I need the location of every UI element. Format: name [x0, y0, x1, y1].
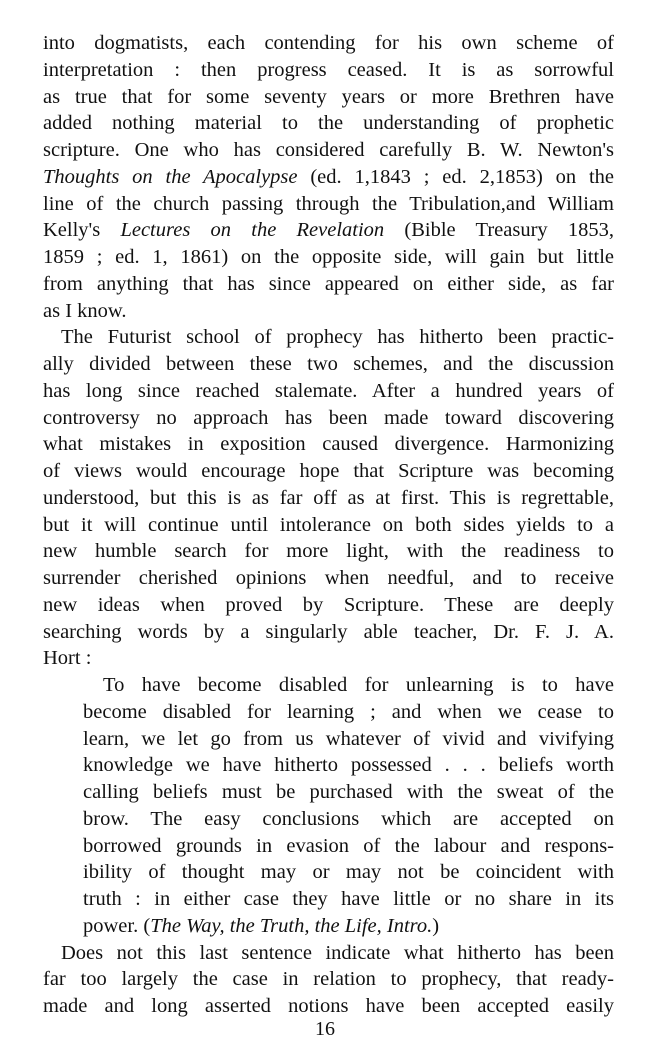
- text-line: borrowed grounds in evasion of the labour and respons-: [83, 834, 614, 857]
- text-line: To have become disabled for unlearning is to have: [103, 674, 614, 696]
- text-line: brow. The easy conclusions which are accepted on: [83, 807, 614, 830]
- text-line: but it will continue until intolerance on both sides yields to a: [43, 513, 614, 536]
- text-line: scripture. One who has considered carefully B. W. Newton's: [43, 139, 614, 161]
- text-line: ally divided between these two schemes, and the discussion: [43, 353, 614, 375]
- text-line: searching words by a singularly able teacher, Dr. F. J. A.: [43, 620, 614, 643]
- text-line: has long since reached stalemate. After a hundred years of: [43, 379, 614, 402]
- text-line: added nothing material to the understanding of prophetic: [43, 112, 614, 135]
- text-line: controversy no approach has been made toward discovering: [43, 406, 614, 429]
- text-line: truth : in either case they have little or no share in its: [83, 888, 614, 910]
- text-line: as true that for some seventy years or more Brethren have: [43, 85, 614, 108]
- text-line: line of the church passing through the Tribulation,and William: [43, 192, 614, 215]
- text-line: as I know.: [43, 299, 127, 322]
- text-line: interpretation : then progress ceased. It is as sorrowful: [43, 58, 614, 81]
- text-line: Thoughts on the Apocalypse (ed. 1,1843 ; ed. 2,1853) on the: [43, 165, 614, 188]
- text-line: far too largely the case in relation to prophecy, that ready-: [43, 968, 614, 991]
- text-line: surrender cherished opinions when needful, and to receive: [43, 567, 614, 589]
- paragraph: [43, 324, 614, 672]
- text-line: The Futurist school of prophecy has hitherto been practic-: [61, 326, 614, 349]
- text-line: calling beliefs must be purchased with the sweat of the: [83, 781, 614, 803]
- page-body: [43, 30, 614, 1020]
- text-line: 1859 ; ed. 1, 1861) on the opposite side, will gain but little: [43, 246, 614, 268]
- text-line: what mistakes in exposition caused divergence. Harmonizing: [43, 433, 614, 456]
- text-line: ibility of thought may or may not be coincident with: [83, 861, 614, 884]
- text-line: knowledge we have hitherto possessed . . . beliefs worth: [83, 754, 614, 777]
- text-line: new humble search for more light, with the readiness to: [43, 540, 614, 563]
- text-line: Hort :: [43, 647, 92, 670]
- text-line: from anything that has since appeared on either side, as far: [43, 272, 614, 295]
- text-line: into dogmatists, each contending for his own scheme of: [43, 32, 614, 54]
- paragraph: [43, 940, 614, 1020]
- page-number: 16: [315, 1018, 335, 1040]
- block-quote: [43, 672, 614, 940]
- text-line: of views would encourage hope that Scripture was becoming: [43, 460, 614, 482]
- text-line: made and long asserted notions have been accepted easily: [43, 995, 614, 1017]
- text-line: Kelly's Lectures on the Revelation (Bible Treasury 1853,: [43, 219, 615, 242]
- text-line: new ideas when proved by Scripture. These are deeply: [43, 593, 614, 616]
- text-line: understood, but this is as far off as at first. This is regrettable,: [43, 486, 614, 509]
- text-line: Does not this last sentence indicate what hitherto has been: [61, 941, 614, 964]
- text-line: learn, we let go from us whatever of vivid and vivifying: [83, 727, 614, 750]
- text-line: become disabled for learning ; and when we cease to: [83, 700, 614, 723]
- text-line: power. (The Way, the Truth, the Life, Intro.): [83, 914, 440, 937]
- paragraph: [43, 30, 614, 324]
